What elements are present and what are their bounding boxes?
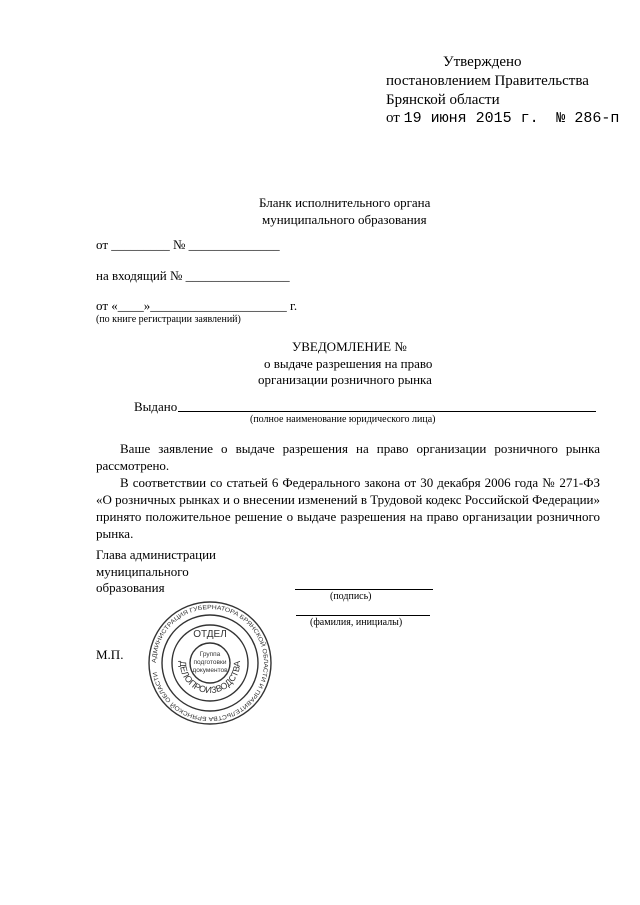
body-paragraph-1-text: Ваше заявление о выдаче разрешения на право организации розничного рынка рассмотрено.	[96, 441, 600, 473]
from-number-field: от _________ № ______________	[96, 237, 280, 252]
header-line-1: Бланк исполнительного органа	[259, 195, 431, 210]
seal-center-3: документов	[192, 667, 228, 674]
registry-date-field: от «____»_____________________ г.	[96, 298, 298, 313]
issued-note: (полное наименование юридического лица)	[250, 414, 436, 425]
name-note: (фамилия, инициалы)	[310, 617, 403, 628]
approval-number: № 286-п	[556, 110, 620, 127]
seal-center-1: Группа	[199, 651, 221, 658]
approval-date-line	[386, 108, 619, 129]
approval-date-prefix: от	[386, 110, 400, 126]
incoming-number-field: на входящий № ________________	[96, 268, 290, 283]
issued-underline	[178, 411, 596, 412]
mp-label: М.П.	[96, 647, 124, 662]
seal-center-2: подготовки	[193, 659, 227, 666]
notice-subtitle-1: о выдаче разрешения на право	[264, 356, 433, 371]
signature-note: (подпись)	[330, 591, 372, 602]
approval-date: 19 июня 2015 г.	[403, 110, 539, 127]
name-line	[296, 615, 430, 616]
head-title-1: Глава администрации	[96, 547, 217, 562]
notice-subtitle-2: организации розничного рынка	[258, 372, 432, 387]
header-line-2: муниципального образования	[262, 212, 427, 227]
registry-note: (по книге регистрации заявлений)	[96, 314, 241, 325]
official-seal	[144, 600, 276, 726]
approval-line-1: Утверждено	[443, 54, 522, 70]
seal-outer-text: АДМИНИСТРАЦИЯ ГУБЕРНАТОРА БРЯНСКОЙ ОБЛАСТИ И ПРАВИТЕЛЬСТВА БРЯНСКОЙ ОБЛАСТИ	[151, 604, 269, 722]
seal-dept: ОТДЕЛ	[193, 629, 227, 640]
body-paragraph-2	[96, 474, 600, 542]
notice-title: УВЕДОМЛЕНИЕ №	[292, 339, 407, 354]
body-paragraph-2-text: В соответствии со статьей 6 Федерального закона от 30 декабря 2006 года № 271-ФЗ «О розничных рынках и о внесении изменений в Трудовой кодекс Российской Федерации» принято положительное решение о выдаче разрешения на право организации розничного рынка.	[96, 475, 600, 541]
signature-line	[295, 589, 433, 590]
head-title-2: муниципального	[96, 564, 189, 579]
issued-label: Выдано	[134, 399, 178, 414]
body-paragraph-1	[96, 440, 600, 474]
approval-line-3: Брянской области	[386, 92, 500, 108]
seal-ring-text: ДЕЛОПРОИЗВОДСТВА	[177, 660, 243, 696]
head-title-3: образования	[96, 580, 165, 595]
approval-line-2: постановлением Правительства	[386, 73, 589, 89]
